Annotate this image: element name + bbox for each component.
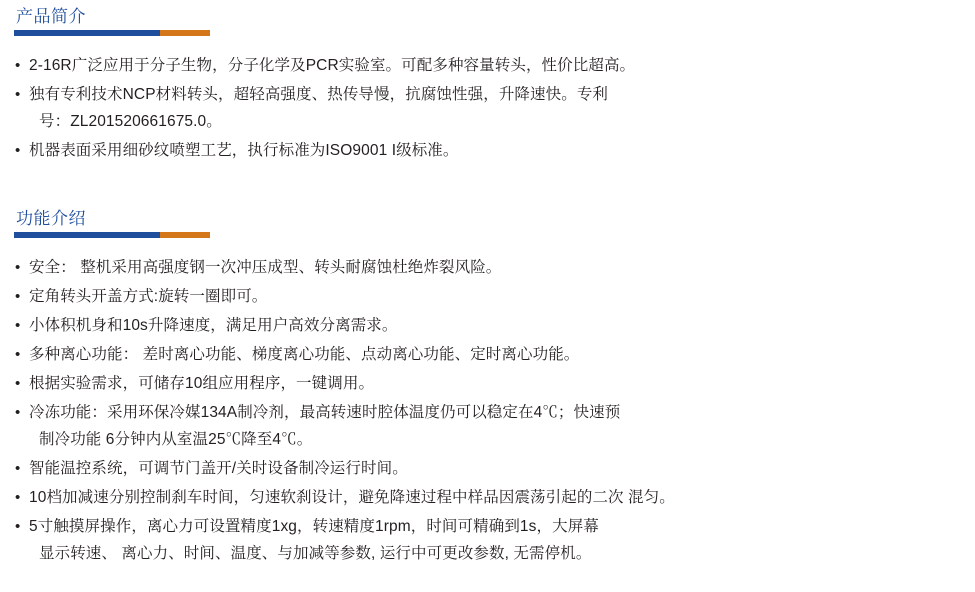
heading-rule-accent [160,30,210,36]
section-product-intro [14,0,961,164]
list-item [14,484,961,511]
list-item [14,312,961,339]
list-item-line: 智能温控系统，可调节门盖开/关时设备制冷运行时间。 [29,460,408,477]
heading-rule-primary [14,232,160,238]
list-item [14,254,961,281]
section-heading-function-intro [14,208,961,238]
product-intro-list [14,52,961,164]
heading-rule-primary [14,30,160,36]
function-intro-list [14,254,961,567]
list-item [14,399,961,453]
list-item-line: 小体积机身和10s升降速度，满足用户高效分离需求。 [29,317,398,334]
list-item [14,341,961,368]
list-item-line-2: 制冷功能 6分钟内从室温25℃降至4℃。 [39,431,313,448]
list-item-line: 多种离心功能： 差时离心功能、梯度离心功能、点动离心功能、定时离心功能。 [29,346,580,363]
list-item [14,283,961,310]
list-item [14,137,961,164]
list-item-line: 机器表面采用细砂纹喷塑工艺，执行标准为ISO9001 I级标准。 [29,142,459,159]
list-item [14,370,961,397]
list-item [14,455,961,482]
list-item-line: 根据实验需求，可储存10组应用程序，一键调用。 [29,375,375,392]
heading-rule [14,232,210,238]
list-item-line-2: 号：ZL201520661675.0。 [39,113,222,130]
list-item-line: 5寸触摸屏操作，离心力可设置精度1xg，转速精度1rpm，时间可精确到1s，大屏幕 [29,518,599,535]
heading-rule [14,30,210,36]
section-title: 功能介绍 [16,209,86,228]
list-item-line: 10档加减速分别控制刹车时间，匀速软刹设计，避免降速过程中样品因震荡引起的二次 混匀。 [29,489,675,506]
list-item-line: 2-16R广泛应用于分子生物，分子化学及PCR实验室。可配多种容量转头，性价比超高。 [29,57,636,74]
list-item [14,513,961,567]
section-title: 产品简介 [16,7,86,26]
section-function-intro [14,208,961,567]
section-heading-product-intro [14,6,961,36]
list-item [14,52,961,79]
list-item-line-2: 显示转速、 离心力、时间、温度、与加减等参数, 运行中可更改参数, 无需停机。 [39,545,592,562]
list-item-line: 冷冻功能：采用环保冷媒134A制冷剂，最高转速时腔体温度仍可以稳定在4℃；快速预 [29,404,621,421]
heading-rule-accent [160,232,210,238]
list-item [14,81,961,135]
list-item-line: 安全： 整机采用高强度钢一次冲压成型、转头耐腐蚀杜绝炸裂风险。 [29,259,502,276]
list-item-line: 定角转头开盖方式:旋转一圈即可。 [29,288,268,305]
list-item-line: 独有专利技术NCP材料转头，超轻高强度、热传导慢，抗腐蚀性强，升降速快。专利 [29,86,609,103]
